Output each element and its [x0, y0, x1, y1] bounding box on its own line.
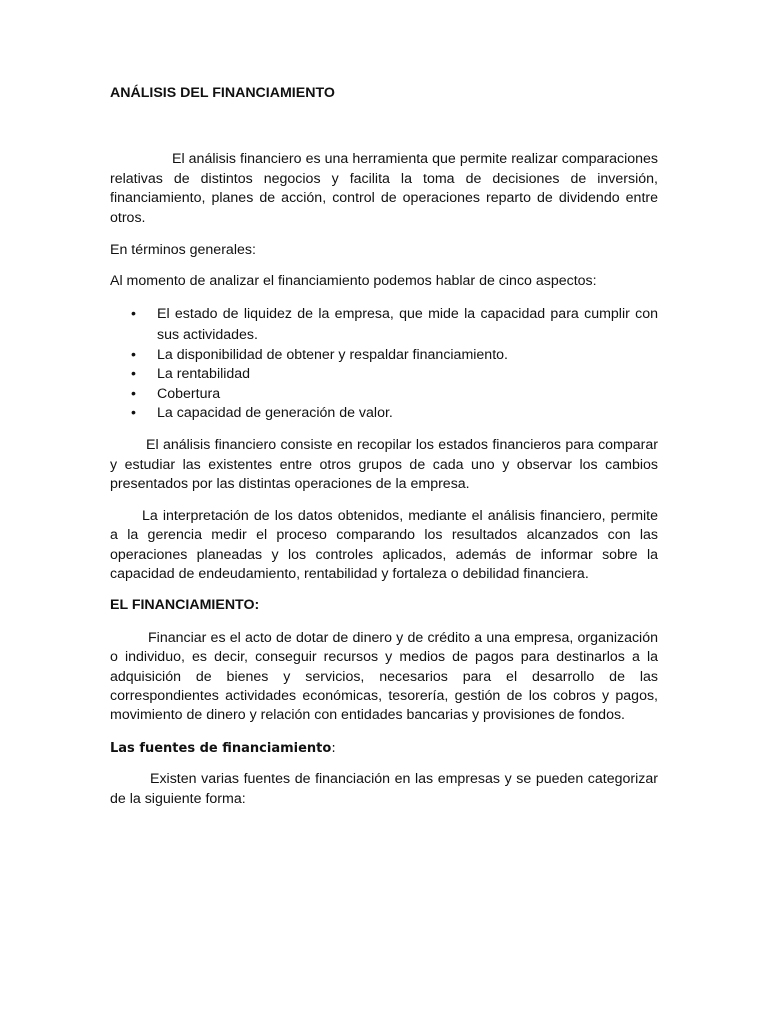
fuentes-heading-colon: : [331, 740, 336, 756]
fuentes-heading-text: Las fuentes de financiamiento [110, 740, 332, 756]
general-terms-paragraph: En términos generales: [110, 242, 256, 259]
intro-paragraph: El análisis financiero es una herramienta que permite realizar comparaciones relativas de distintos negocios y facilita la toma de decisiones de inversión, financiamiento, planes de acción, control de operaciones reparto de dividendo entre otros. [110, 151, 658, 226]
aspects-list [110, 304, 658, 424]
list-item [110, 304, 658, 346]
list-item-text: El estado de liquidez de la empresa, que mide la capacidad para cumplir con sus actividades. [157, 305, 658, 343]
bullet-icon: • [131, 346, 136, 363]
list-item [110, 385, 658, 404]
list-item-text: La disponibilidad de obtener y respaldar financiamiento. [157, 346, 508, 363]
section-heading-financiamiento: EL FINANCIAMIENTO: [110, 597, 260, 614]
list-item [110, 404, 658, 423]
document-page [110, 84, 658, 809]
fuentes-heading [110, 739, 658, 758]
list-item [110, 365, 658, 384]
bullet-icon: • [131, 305, 136, 322]
list-item-text: La capacidad de generación de valor. [157, 405, 393, 422]
consiste-paragraph: El análisis financiero consiste en recopilar los estados financieros para comparar y estudiar las existentes entre otros grupos de cada uno y observar los cambios presentados por las distintas operaciones de la empresa. [110, 437, 658, 493]
interpretacion-paragraph: La interpretación de los datos obtenidos, mediante el análisis financiero, permite a la gerencia medir el proceso comparando los resultados alcanzados con las operaciones planeadas y los controles aplicados, además de informar sobre la capacidad de endeudamiento, rentabilidad y fortaleza o debilidad financiera. [110, 507, 658, 582]
bullet-icon: • [131, 385, 136, 402]
fuentes-paragraph: Existen varias fuentes de financiación en las empresas y se pueden categorizar de la siguiente forma: [110, 771, 658, 807]
document-title: ANÁLISIS DEL FINANCIAMIENTO [110, 85, 335, 101]
list-item-text: Cobertura [157, 385, 221, 402]
list-item [110, 346, 658, 365]
bullet-icon: • [131, 405, 136, 422]
list-item-text: La rentabilidad [157, 366, 251, 383]
aspects-intro-paragraph: Al momento de analizar el financiamiento podemos hablar de cinco aspectos: [110, 273, 597, 290]
financiar-paragraph: Financiar es el acto de dotar de dinero y de crédito a una empresa, organización o individuo, es decir, conseguir recursos y medios de pagos para destinarlos a la adquisición de bienes y servicios, necesarios para el desarrollo de las correspondientes actividades económicas, tesorería, gestión de los cobros y pagos, movimiento de dinero y relación con entidades bancarias y provisiones de fondos. [110, 629, 658, 724]
bullet-icon: • [131, 366, 136, 383]
